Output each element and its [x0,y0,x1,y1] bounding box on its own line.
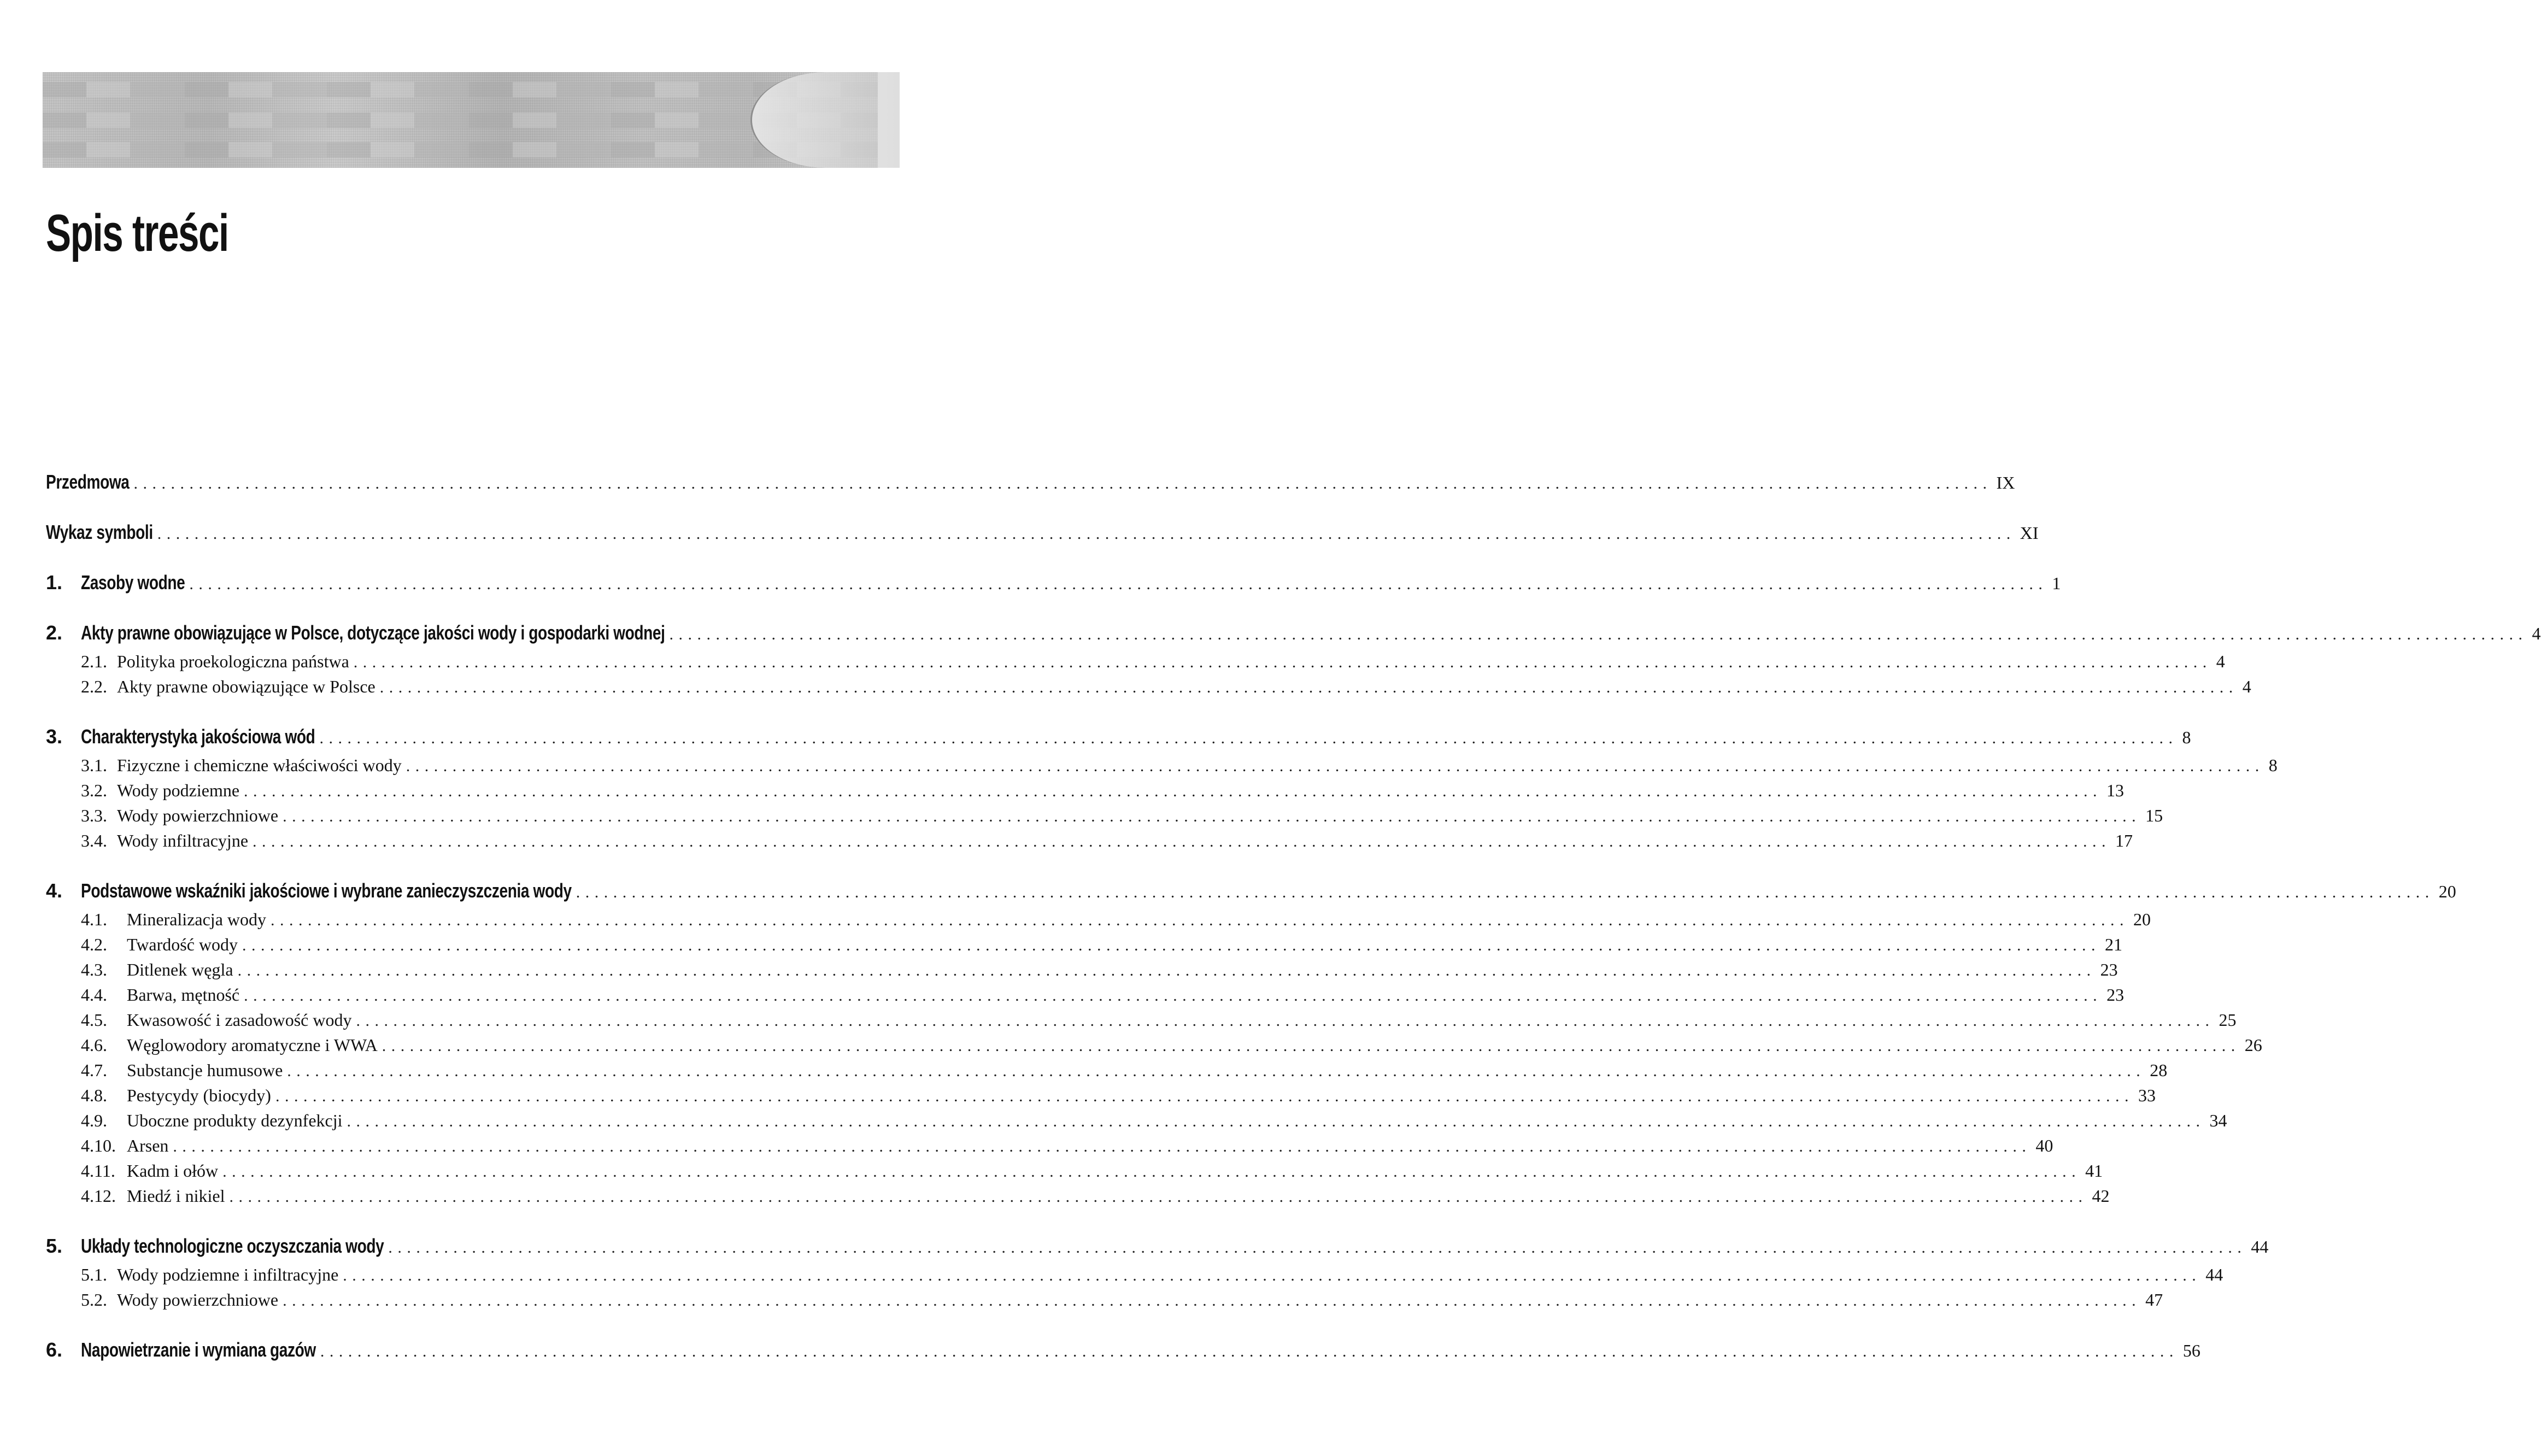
dot-leader: ........................................................................................................................................................................................................ [388,1238,2247,1257]
subsection-number: 4.1. [81,909,107,929]
toc-subsection-entry[interactable] [81,1184,2110,1209]
banner-arc-decoration [750,72,900,168]
dot-leader: ........................................................................................................................................................................................................ [576,883,2434,901]
toc-chapter-entry[interactable] [46,469,2015,495]
toc-subsections [46,753,2278,854]
subsection-label [81,649,349,673]
subsection-page-number: 26 [2244,1035,2262,1055]
chapter-number: 2. [46,621,63,644]
chapter-label [46,570,185,596]
chapter-title: Układy technologiczne oczyszczania wody [81,1235,384,1257]
dot-leader: ........................................................................................................................................................................................................ [242,936,2101,954]
subsection-page-number: 41 [2085,1161,2103,1181]
dot-leader: ........................................................................................................................................................................................................ [347,1112,2205,1130]
subsection-title: Twardość wody [127,935,238,954]
toc-subsections [46,907,2262,1209]
dot-leader: ........................................................................................................................................................................................................ [319,729,2178,747]
chapter-label [46,469,130,495]
subsection-page-number: 28 [2150,1060,2168,1080]
toc-chapter [46,878,2456,1209]
subsection-page-number: 44 [2205,1265,2223,1284]
subsection-number: 4.12. [81,1186,116,1206]
toc-subsection-entry[interactable] [81,958,2118,983]
chapter-number: 5. [46,1235,63,1257]
subsection-label [81,1159,218,1183]
subsection-label [81,1033,378,1057]
chapter-label [46,519,153,545]
toc-subsections [46,649,2251,700]
toc-subsection-entry[interactable] [81,983,2125,1008]
subsection-number: 3.2. [81,780,107,800]
toc-subsection-entry[interactable] [81,649,2225,674]
subsection-title: Polityka proekologiczna państwa [117,651,349,671]
dot-leader: ........................................................................................................................................................................................................ [382,1037,2240,1055]
subsection-page-number: 47 [2145,1290,2163,1310]
dot-leader: ........................................................................................................................................................................................................ [379,678,2238,696]
chapter-number: 6. [46,1338,63,1361]
subsection-label [81,983,239,1007]
chapter-title: Podstawowe wskaźniki jakościowe i wybrane zanieczyszczenia wody [81,879,572,902]
subsection-page-number: 34 [2209,1111,2227,1130]
subsection-label [81,753,402,777]
dot-leader: ........................................................................................................................................................................................................ [669,625,2528,643]
toc-subsection-entry[interactable] [81,1108,2227,1134]
dot-leader: ........................................................................................................................................................................................................ [229,1188,2088,1206]
subsection-number: 3.4. [81,831,107,850]
chapter-title: Przedmowa [46,471,130,493]
subsection-number: 5.1. [81,1265,107,1284]
subsection-page-number: 13 [2106,780,2125,800]
toc-chapter-entry[interactable] [46,1337,2200,1363]
dot-leader: ........................................................................................................................................................................................................ [406,757,2264,775]
subsection-number: 4.2. [81,935,107,954]
chapter-number: 4. [46,879,63,902]
toc-subsection-entry[interactable] [81,932,2123,958]
subsection-label [81,829,248,853]
toc-subsection-entry[interactable] [81,829,2133,854]
subsection-number: 4.6. [81,1035,107,1055]
dot-leader: ........................................................................................................................................................................................................ [343,1266,2202,1284]
subsection-label [81,1108,343,1132]
subsection-page-number: 4 [2216,651,2225,671]
subsection-page-number: 4 [2242,677,2251,696]
subsection-title: Pestycydy (biocydy) [127,1085,271,1105]
chapter-page-number: 8 [2182,727,2191,747]
dot-leader: ........................................................................................................................................................................................................ [189,575,2048,593]
toc-chapter [46,1337,2200,1363]
subsection-page-number: 25 [2219,1010,2237,1030]
subsection-title: Wody podziemne i infiltracyjne [117,1265,339,1284]
toc-chapter-entry[interactable] [46,570,2061,596]
chapter-label [46,724,315,750]
chapter-title: Akty prawne obowiązujące w Polsce, dotyczące jakości wody i gospodarki wodnej [81,621,665,644]
subsection-title: Akty prawne obowiązujące w Polsce [117,677,375,696]
toc-chapter [46,469,2015,495]
subsection-page-number: 21 [2105,935,2123,954]
subsection-number: 2.2. [81,677,107,696]
subsection-label [81,932,238,956]
dot-leader: ........................................................................................................................................................................................................ [244,987,2103,1005]
subsection-label [81,958,233,982]
subsection-page-number: 8 [2268,755,2278,775]
chapter-page-number: 1 [2052,573,2061,593]
subsection-title: Substancje humusowe [127,1060,283,1080]
subsection-number: 4.3. [81,960,107,979]
subsection-page-number: 23 [2100,960,2118,979]
toc-subsection-entry[interactable] [81,753,2278,778]
toc-chapter-entry[interactable] [46,519,2039,545]
subsection-number: 4.9. [81,1111,107,1130]
subsection-page-number: 40 [2035,1136,2053,1155]
toc-subsection-entry[interactable] [81,778,2125,803]
dot-leader: ........................................................................................................................................................................................................ [173,1137,2032,1155]
dot-leader: ........................................................................................................................................................................................................ [133,474,1992,492]
dot-leader: ........................................................................................................................................................................................................ [283,1291,2141,1310]
dot-leader: ........................................................................................................................................................................................................ [157,525,2016,543]
subsection-label [81,1008,351,1032]
subsection-number: 4.11. [81,1161,115,1181]
subsection-title: Wody infiltracyjne [117,831,249,850]
dot-leader: ........................................................................................................................................................................................................ [244,782,2103,800]
chapter-title: Wykaz symboli [46,521,153,543]
toc-subsection-entry[interactable] [81,1134,2053,1159]
subsection-label [81,1288,278,1312]
subsection-number: 4.10. [81,1136,116,1155]
chapter-title: Charakterystyka jakościowa wód [81,725,315,748]
subsection-title: Uboczne produkty dezynfekcji [127,1111,343,1130]
subsection-number: 5.2. [81,1290,107,1310]
subsection-number: 4.5. [81,1010,107,1030]
toc-chapter-entry[interactable] [46,878,2456,904]
subsection-title: Wody podziemne [117,780,240,800]
subsection-page-number: 42 [2092,1186,2110,1206]
subsection-title: Kadm i ołów [127,1161,219,1181]
toc-chapter [46,570,2061,596]
chapter-page-number: 4 [2532,624,2541,643]
dot-leader: ........................................................................................................................................................................................................ [356,1012,2215,1030]
subsection-page-number: 17 [2115,831,2133,850]
toc-subsection-entry[interactable] [81,1008,2237,1033]
chapter-label [46,620,665,646]
chapter-label [46,1233,384,1259]
dot-leader: ........................................................................................................................................................................................................ [222,1163,2081,1181]
subsection-label [81,1083,271,1107]
subsection-page-number: 33 [2138,1085,2156,1105]
subsection-number: 3.3. [81,806,107,825]
toc-subsection-entry[interactable] [81,907,2151,932]
page-title: Spis treści [46,204,228,262]
dot-leader: ........................................................................................................................................................................................................ [287,1062,2146,1080]
chapter-page-number: XI [2020,523,2039,543]
toc-chapter [46,519,2039,545]
toc-subsection-entry[interactable] [81,674,2251,700]
toc-chapter-entry[interactable] [46,1233,2269,1259]
subsection-number: 2.1. [81,651,107,671]
dot-leader: ........................................................................................................................................................................................................ [283,807,2141,825]
toc-subsection-entry[interactable] [81,1159,2103,1184]
subsection-title: Ditlenek węgla [127,960,233,979]
toc-subsection-entry[interactable] [81,1033,2262,1058]
subsection-label [81,778,239,802]
subsection-label [81,1058,283,1082]
toc-subsection-entry[interactable] [81,803,2163,829]
toc-chapter [46,1233,2269,1313]
subsection-title: Mineralizacja wody [127,909,266,929]
subsection-title: Wody powierzchniowe [117,806,279,825]
dot-leader: ........................................................................................................................................................................................................ [275,1087,2134,1105]
chapter-number: 3. [46,725,63,748]
subsection-label [81,1263,338,1287]
toc-chapter [46,620,2541,700]
toc-subsection-entry[interactable] [81,1083,2156,1108]
subsection-label [81,803,278,827]
dot-leader: ........................................................................................................................................................................................................ [353,653,2212,671]
subsection-page-number: 15 [2145,806,2163,825]
toc-subsection-entry[interactable] [81,1058,2168,1083]
chapter-label [46,878,572,904]
dot-leader: ........................................................................................................................................................................................................ [271,911,2129,929]
chapter-page-number: IX [1996,473,2015,492]
subsection-number: 4.4. [81,985,107,1005]
toc-chapter-entry[interactable] [46,620,2541,646]
chapter-title: Zasoby wodne [81,571,185,594]
dot-leader: ........................................................................................................................................................................................................ [320,1342,2179,1360]
subsection-title: Kwasowość i zasadowość wody [127,1010,352,1030]
chapter-page-number: 44 [2251,1237,2269,1257]
subsection-title: Arsen [127,1136,169,1155]
chapter-page-number: 20 [2438,882,2456,901]
subsection-title: Węglowodory aromatyczne i WWA [127,1035,378,1055]
toc-subsections [46,1263,2223,1313]
header-banner-image [43,72,878,168]
chapter-title: Napowietrzanie i wymiana gazów [81,1338,316,1361]
toc-subsection-entry[interactable] [81,1263,2223,1288]
subsection-label [81,674,375,698]
subsection-number: 3.1. [81,755,107,775]
subsection-number: 4.7. [81,1060,107,1080]
chapter-number: 1. [46,571,63,594]
subsection-title: Wody powierzchniowe [117,1290,279,1310]
subsection-label [81,1184,225,1208]
subsection-page-number: 23 [2106,985,2125,1005]
toc-chapter-entry[interactable] [46,724,2191,750]
subsection-label [81,1134,168,1158]
table-of-contents [46,469,2541,1363]
dot-leader: ........................................................................................................................................................................................................ [237,961,2096,979]
chapter-page-number: 56 [2182,1341,2200,1360]
chapter-label [46,1337,316,1363]
toc-chapter [46,724,2278,854]
subsection-page-number: 20 [2133,909,2151,929]
subsection-title: Miedź i nikiel [127,1186,225,1206]
toc-subsection-entry[interactable] [81,1288,2163,1313]
subsection-title: Barwa, mętność [127,985,240,1005]
dot-leader: ........................................................................................................................................................................................................ [253,832,2111,850]
subsection-label [81,907,266,931]
subsection-number: 4.8. [81,1085,107,1105]
subsection-title: Fizyczne i chemiczne właściwości wody [117,755,402,775]
